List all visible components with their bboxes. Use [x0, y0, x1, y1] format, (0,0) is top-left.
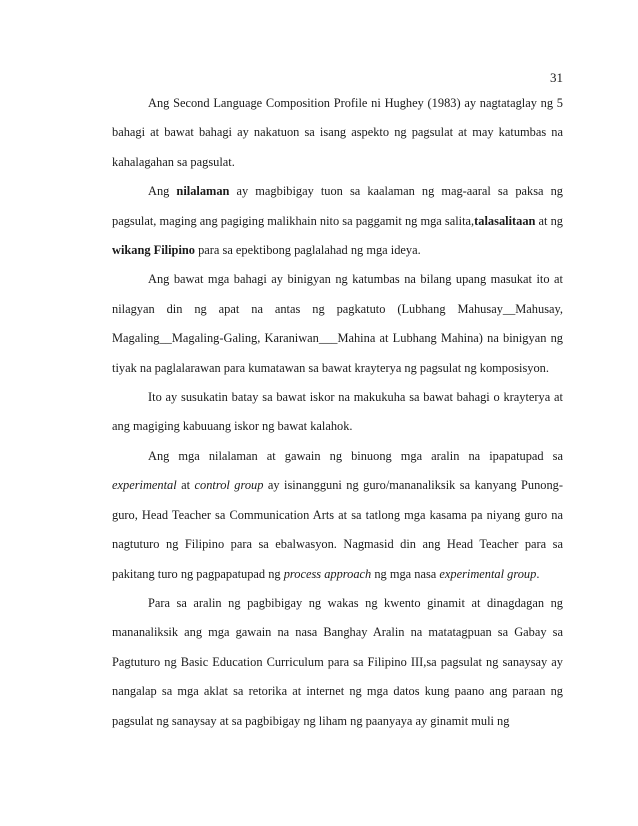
italic-term: experimental group — [439, 566, 537, 581]
bold-term: talasalitaan — [474, 213, 536, 228]
text-run: ay isinangguni ng guro/mananaliksik sa kanyang Punong-guro, Head Teacher sa Communication Arts at sa tatlong mga kasama pa niyang guro na nagtuturo ng Filipino para sa ebalwasyon. Nagmasid din ang Head Teacher para sa pakitang turo ng pagpapatupad ng — [112, 478, 563, 581]
paragraph — [112, 383, 563, 442]
text-run: . — [536, 566, 540, 581]
paragraph — [112, 265, 563, 383]
text-run: ng mga nasa — [371, 566, 440, 581]
text-run: Ang Second Language Composition Profile ni Hughey (1983) ay nagtataglay ng 5 bahagi at bawat bahagi ay nakatuon sa isang aspekto ng pagsulat at may katumbas na kahalagahan sa pagsulat. — [112, 96, 563, 169]
paragraph — [112, 177, 563, 265]
italic-term: process approach — [283, 566, 372, 581]
italic-term: experimental — [112, 478, 177, 493]
text-run: Ang mga nilalaman at gawain ng binuong mga aralin na ipapatupad sa — [148, 448, 563, 463]
text-run: at ng — [535, 213, 563, 228]
bold-term: nilalaman — [176, 184, 230, 199]
text-run: Para sa aralin ng pagbibigay ng wakas ng kwento ginamit at dinagdagan ng mananaliksik ang mga gawain na nasa Banghay Aralin na matatagpuan sa Gabay sa Pagtuturo ng Basic Education Curriculum para sa Filipino III,sa pagsulat ng sanaysay ay nangalap sa mga aklat sa retorika at internet ng mga datos kung paano ang paraan ng pagsulat ng sanaysay at sa pagbibigay ng liham ng paanyaya ay ginamit muli ng — [112, 595, 563, 728]
paragraph — [112, 442, 563, 589]
text-run: at — [176, 478, 195, 493]
body-text — [112, 89, 563, 736]
italic-term: control group — [194, 478, 264, 493]
paragraph — [112, 89, 563, 177]
text-run: Ang — [148, 184, 177, 199]
paragraph — [112, 589, 563, 736]
text-run: ay magbibigay tuon sa kaalaman ng mag-aaral sa paksa ng pagsulat, maging ang pagiging malikhain nito sa paggamit ng mga salita, — [112, 184, 563, 228]
bold-term: wikang Filipino — [112, 243, 195, 258]
text-run: Ito ay susukatin batay sa bawat iskor na makukuha sa bawat bahagi o krayterya at ang magiging kabuuang iskor ng bawat kalahok. — [112, 390, 563, 434]
text-run: Ang bawat mga bahagi ay binigyan ng katumbas na bilang upang masukat ito at nilagyan din ng apat na antas ng pagkatuto (Lubhang Mahusay__Mahusay, Magaling__Magaling-Galing, Karaniwan___Mahina at Lubhang Mahina) na binigyan ng tiyak na paglalarawan para kumatawan sa bawat krayterya ng pagsulat ng komposisyon. — [112, 272, 563, 375]
text-run: para sa epektibong paglalahad ng mga ideya. — [194, 243, 421, 258]
page-number: 31 — [550, 70, 563, 85]
